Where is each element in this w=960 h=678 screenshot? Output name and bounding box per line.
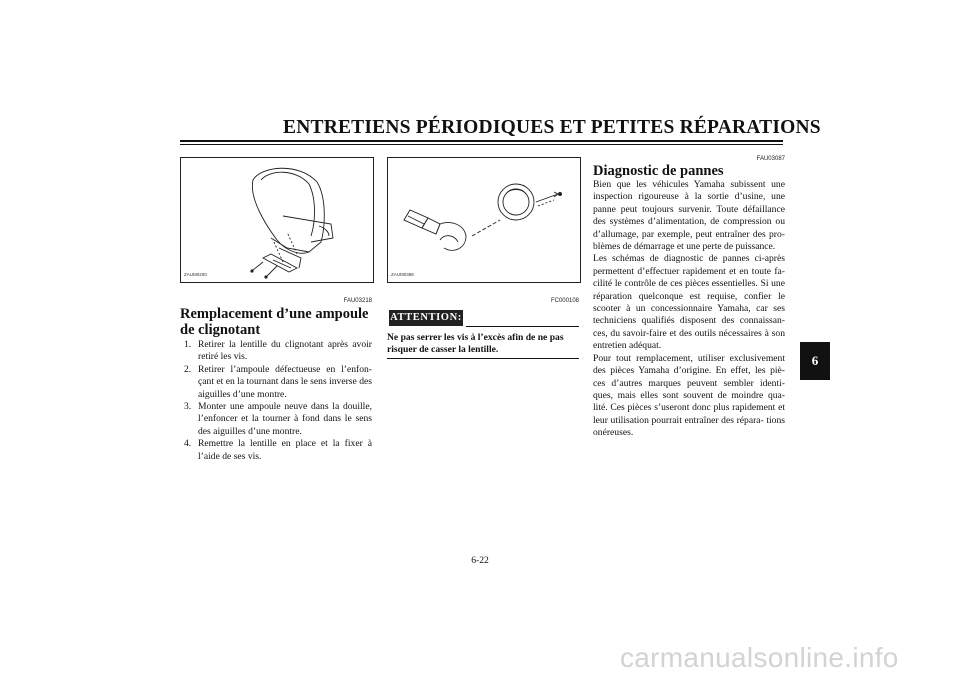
section-title: Remplacement d’une ampoule de clignotant [180,306,369,338]
attention-text: Ne pas serrer les vis à l’excès afin de ne pas risquer de casser la lentille. [387,332,564,356]
paragraph: Pour tout remplacement, utiliser exclusivement des pièces Yamaha d’origine. En effet, les piè- ces d’autres marques peuvent sembler identi- ques, mais elles sont souvent de moindre qua- lité. Ces pièces s’useront donc plus rapidement et leur utilisation pourrait entraîner des répara- tions onéreuses. [593,352,785,439]
procedure-steps [180,339,372,463]
page-number: 6-22 [471,555,489,566]
step-item [180,401,372,438]
paragraph: Bien que les véhicules Yamaha subissent une inspection rigoureuse à la sortie d’usine, une panne peut toujours survenir. Toute défaillance des systèmes d’alimentation, de compression ou d’allumage, par exemple, peut entraîner des pro- blèmes de démarrage et une perte de puissance. [593,179,785,253]
section-title: Diagnostic de pannes [593,163,724,179]
figure-bulb-socket [387,157,581,283]
figure-code: ZAUM0200 [184,272,207,277]
step-text: Retirer la lentille du clignotant après avoir retiré les vis. [198,339,372,363]
chapter-tab: 6 [800,342,830,380]
paragraph: Les schémas de diagnostic de pannes ci-après permettent d’effectuer rapidement et en toute fa- cilité le contrôle de ces pièces essentielles. Si une réparation quelconque est requise, confier le scooter à un concessionnaire Yamaha, car ses techniciens qualifiés disposent des connaissan- ces, du savoir-faire et des outils nécessaires à son entretien adéquat. [593,253,785,352]
step-text: Remettre la lentille en place et la fixer à l’aide de ses vis. [198,438,372,462]
step-number: 1. [184,339,192,350]
attention-label: ATTENTION: [389,310,463,326]
step-item [180,438,372,463]
bulb-illustration [388,158,580,282]
header-rule-thin [180,144,783,145]
figure-code: ZAUM0388 [391,272,414,277]
section-reference-code: FAU03218 [343,298,372,304]
header-rule [180,140,783,142]
page-header-title: ENTRETIENS PÉRIODIQUES ET PETITES RÉPARATIONS [283,117,821,138]
watermark: carmanualsonline.info [620,642,899,673]
step-number: 4. [184,438,192,450]
attention-reference-code: FC000108 [550,298,579,304]
step-item [180,364,372,401]
attention-rule-bottom [387,358,579,359]
section-body [593,179,785,440]
step-text: Retirer l’ampoule défectueuse en l’enfon- çant et en la tournant dans le sens inverse des aiguilles d’une montre. [198,363,372,400]
turn-signal-illustration [181,158,373,282]
step-item [180,339,372,364]
attention-rule [466,326,579,327]
figure-turn-signal-lens [180,157,374,283]
section-reference-code: FAU03087 [756,156,785,162]
step-text: Monter une ampoule neuve dans la douille, l’enfoncer et la tourner à fond dans le sens des aiguilles d’une montre. [198,401,372,437]
step-number: 3. [184,401,192,413]
step-number: 2. [184,363,192,375]
